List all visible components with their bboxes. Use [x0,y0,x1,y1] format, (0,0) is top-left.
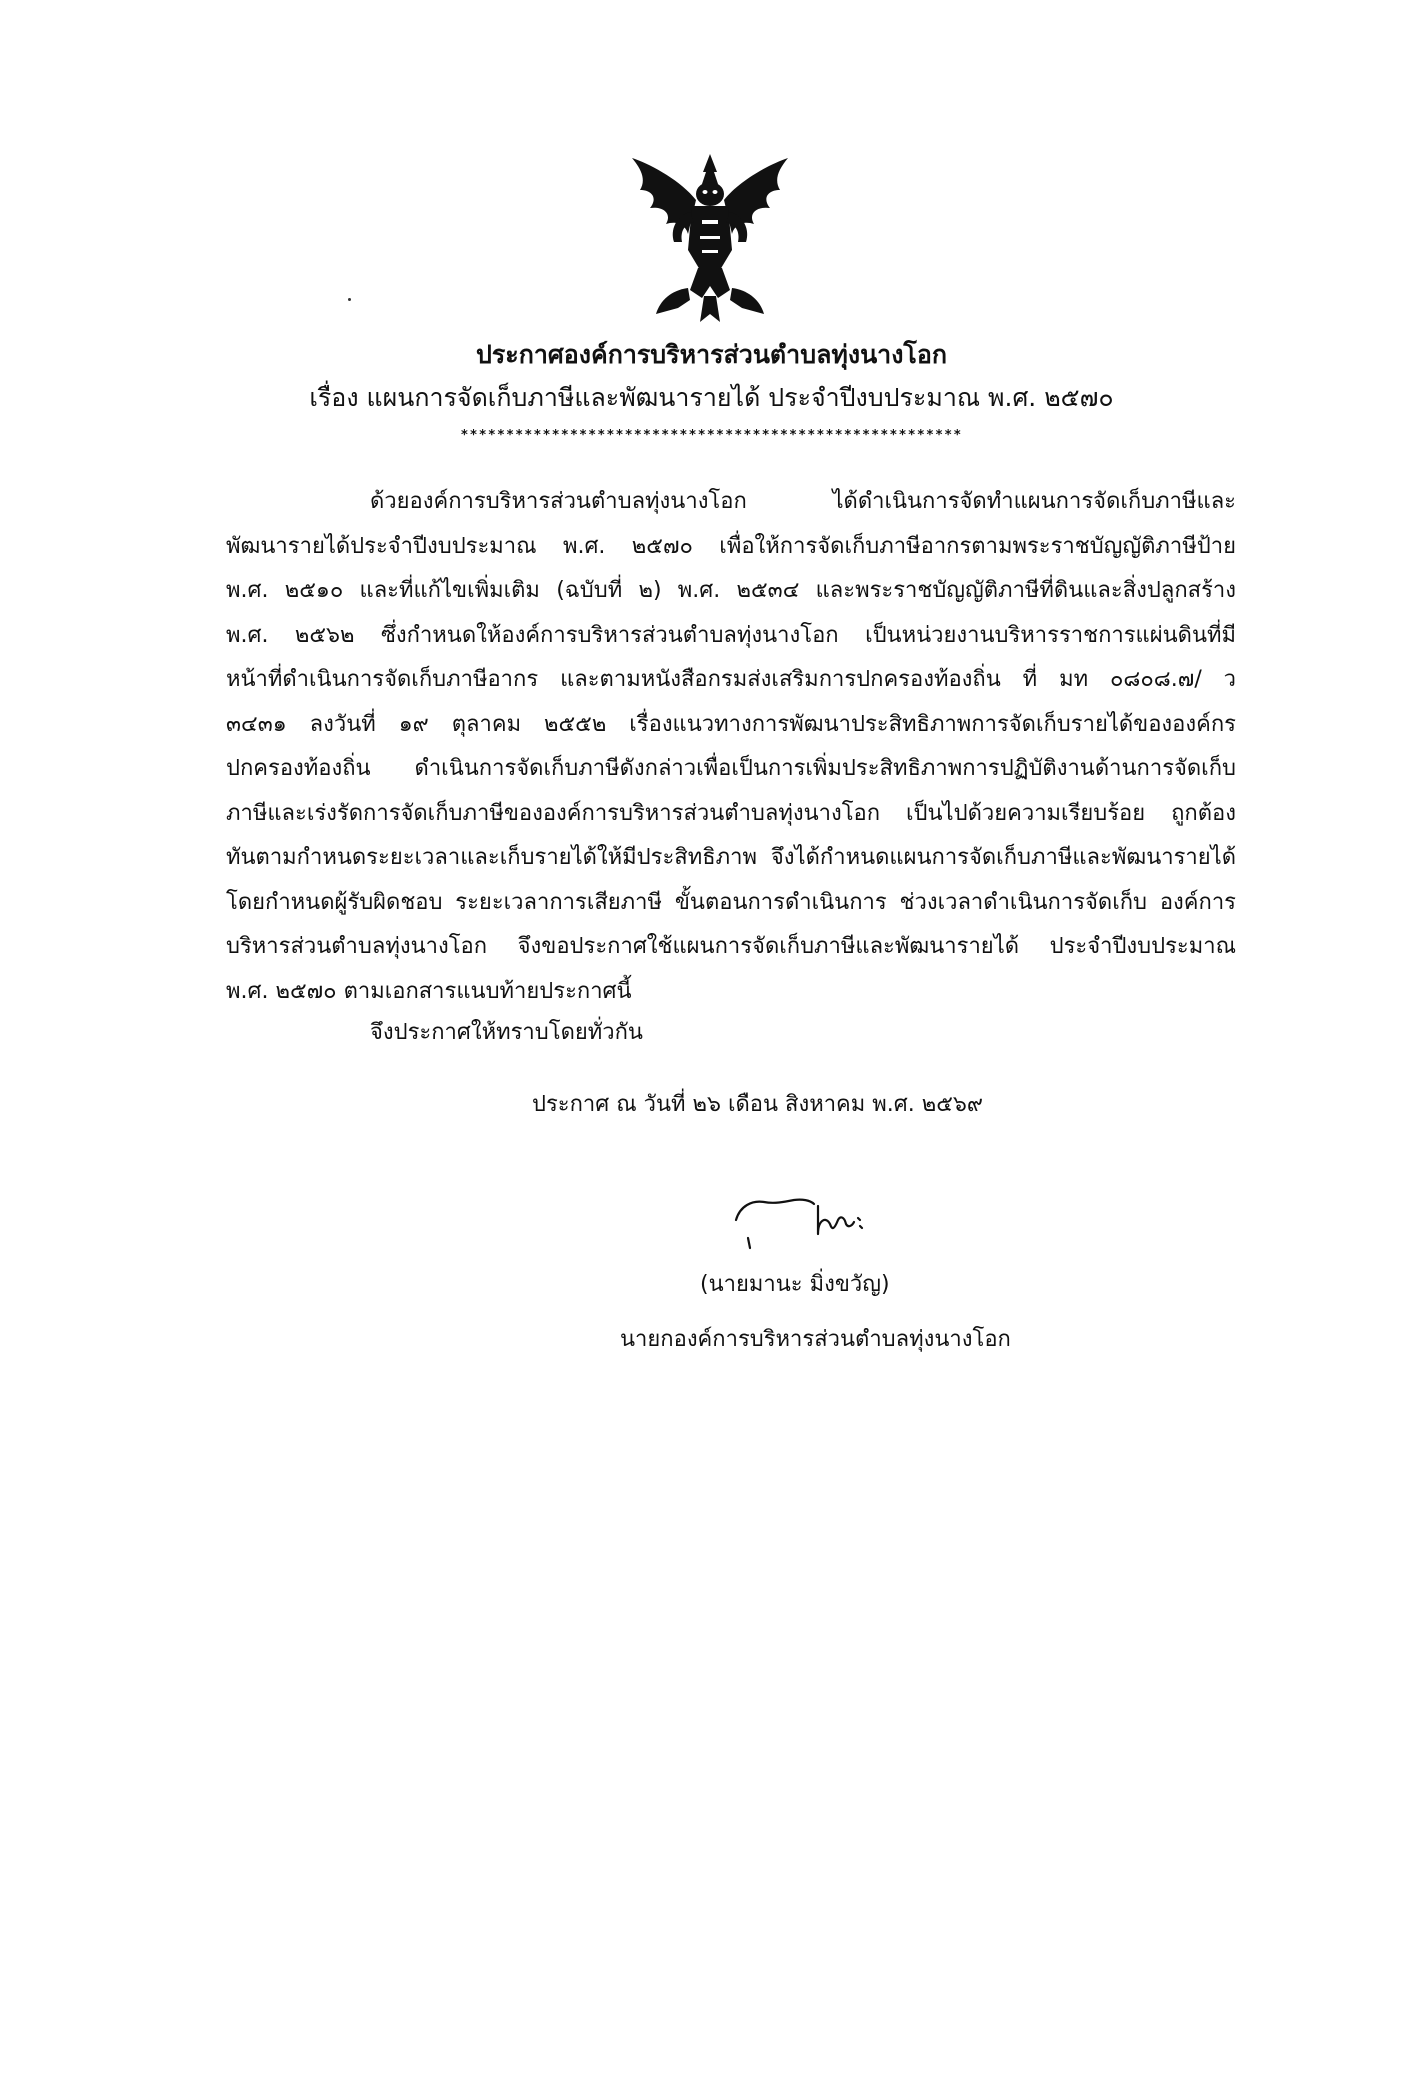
announcement-body [226,480,1236,1014]
body-line: หน้าที่ดำเนินการจัดเก็บภาษีอากร และตามหนังสือกรมส่งเสริมการปกครองท้องถิ่น ที่ มท ๐๘๐๘.๗/ ว [226,667,1236,692]
body-line: บริหารส่วนตำบลทุ่งนางโอก จึงขอประกาศใช้แผนการจัดเก็บภาษีและพัฒนารายได้ ประจำปีงบประมาณ [226,934,1236,959]
scan-speck [348,298,351,301]
announcement-date: ประกาศ ณ วันที่ ๒๖ เดือน สิงหาคม พ.ศ. ๒๕๖๙ [532,1092,983,1117]
body-line: พ.ศ. ๒๕๖๒ ซึ่งกำหนดให้องค์การบริหารส่วนตำบลทุ่งนางโอก เป็นหน่วยงานบริหารราชการแผ่นดินที่มี [226,622,1236,648]
separator-line: ******************************************************* [460,428,963,443]
body-line: ๓๔๓๑ ลงวันที่ ๑๙ ตุลาคม ๒๕๕๒ เรื่องแนวทางการพัฒนาประสิทธิภาพการจัดเก็บรายได้ขององค์กร [226,711,1236,737]
announcement-title: ประกาศองค์การบริหารส่วนตำบลทุ่งนางโอก [475,340,947,369]
body-line: พัฒนารายได้ประจำปีงบประมาณ พ.ศ. ๒๕๗๐ เพื่อให้การจัดเก็บภาษีอากรตามพระราชบัญญัติภาษีป้าย [226,533,1236,559]
body-line: ด้วยองค์การบริหารส่วนตำบลทุ่งนางโอก ได้ดำเนินการจัดทำแผนการจัดเก็บภาษีและ [370,489,1236,514]
handwritten-signature [730,1190,870,1260]
garuda-emblem-icon [620,150,800,325]
body-line: พ.ศ. ๒๕๗๐ ตามเอกสารแนบท้ายประกาศนี้ [226,978,632,1004]
body-line: ภาษีและเร่งรัดการจัดเก็บภาษีขององค์การบริหารส่วนตำบลทุ่งนางโอก เป็นไปด้วยความเรียบร้อย ถูกต้อง [226,800,1236,826]
announcement-subject: เรื่อง แผนการจัดเก็บภาษีและพัฒนารายได้ ประจำปีงบประมาณ พ.ศ. ๒๕๗๐ [309,383,1114,412]
signer-title: นายกองค์การบริหารส่วนตำบลทุ่งนางโอก [620,1327,1011,1352]
body-line: ทันตามกำหนดระยะเวลาและเก็บรายได้ให้มีประสิทธิภาพ จึงได้กำหนดแผนการจัดเก็บภาษีและพัฒนารายได้ [226,845,1236,870]
body-line: โดยกำหนดผู้รับผิดชอบ ระยะเวลาการเสียภาษี ขั้นตอนการดำเนินการ ช่วงเวลาดำเนินการจัดเก็บ องค์การ [226,889,1236,915]
body-line: ปกครองท้องถิ่น ดำเนินการจัดเก็บภาษีดังกล่าวเพื่อเป็นการเพิ่มประสิทธิภาพการปฏิบัติงานด้านการจัดเก็บ [226,756,1236,781]
body-line: พ.ศ. ๒๕๑๐ และที่แก้ไขเพิ่มเติม (ฉบับที่ ๒) พ.ศ. ๒๕๓๔ และพระราชบัญญัติภาษีที่ดินและสิ่งปลูกสร้าง [226,578,1236,603]
closing-statement: จึงประกาศให้ทราบโดยทั่วกัน [370,1020,643,1045]
signer-name: (นายมานะ มิ่งขวัญ) [700,1272,890,1297]
